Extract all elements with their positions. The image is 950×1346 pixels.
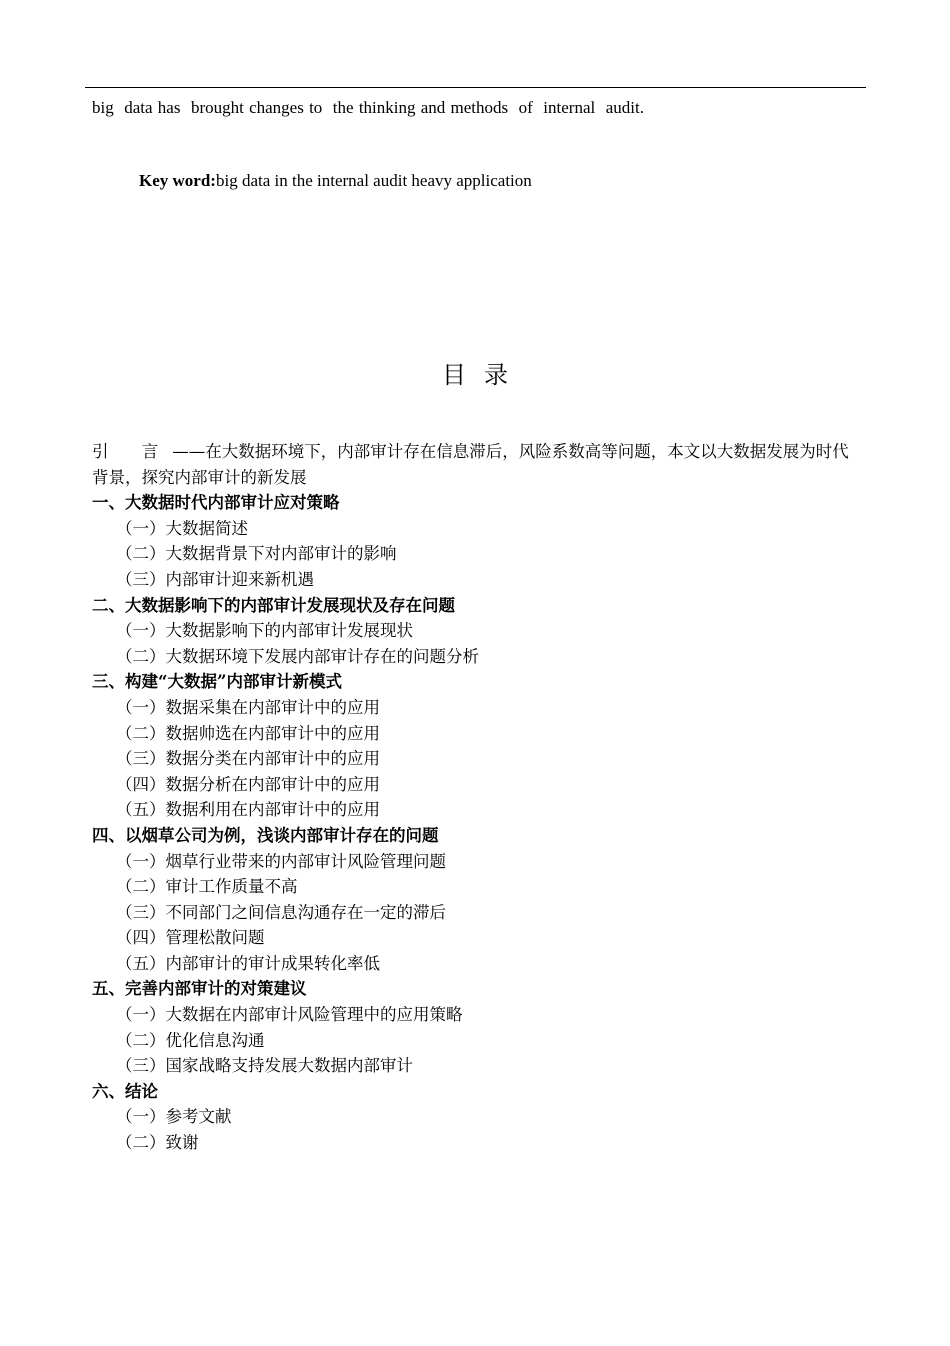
toc-section-5[interactable]: 五、完善内部审计的对策建议 — [92, 979, 307, 999]
abstract-tail-text: big data has brought changes to the thinking and methods of internal audit. — [92, 98, 644, 117]
toc-item[interactable]: （二）大数据背景下对内部审计的影响 — [116, 544, 397, 564]
keywords-label: Key word: — [139, 171, 216, 190]
toc-section-6[interactable]: 六、结论 — [92, 1081, 158, 1101]
toc-item[interactable]: （二）审计工作质量不高 — [116, 877, 298, 897]
toc-item[interactable]: （三）不同部门之间信息沟通存在一定的滞后 — [116, 902, 446, 922]
toc-intro-label: 引 言 — [92, 442, 173, 461]
toc-section-1[interactable]: 一、大数据时代内部审计应对策略 — [92, 493, 340, 513]
toc-item[interactable]: （一）数据采集在内部审计中的应用 — [116, 697, 380, 717]
toc-item[interactable]: （四）管理松散问题 — [116, 928, 265, 948]
toc-item[interactable]: （一）大数据影响下的内部审计发展现状 — [116, 621, 413, 641]
toc-item[interactable]: （四）数据分析在内部审计中的应用 — [116, 774, 380, 794]
toc-item[interactable]: （三）数据分类在内部审计中的应用 — [116, 749, 380, 769]
toc-section-4[interactable]: 四、以烟草公司为例，浅谈内部审计存在的问题 — [92, 825, 439, 845]
toc-section-2[interactable]: 二、大数据影响下的内部审计发展现状及存在问题 — [92, 595, 455, 615]
toc-title: 目录 — [442, 361, 526, 389]
toc-item[interactable]: （五）内部审计的审计成果转化率低 — [116, 953, 380, 973]
toc-item[interactable]: （二）优化信息沟通 — [116, 1030, 265, 1050]
toc-item[interactable]: （一）参考文献 — [116, 1107, 232, 1127]
toc-item[interactable]: （一）大数据简述 — [116, 518, 248, 538]
keywords-text: big data in the internal audit heavy application — [215, 171, 532, 190]
toc-item[interactable]: （三）内部审计迎来新机遇 — [116, 569, 314, 589]
toc-item[interactable]: （一）大数据在内部审计风险管理中的应用策略 — [116, 1005, 463, 1025]
toc-item[interactable]: （一）烟草行业带来的内部审计风险管理问题 — [116, 851, 446, 871]
header-rule — [85, 87, 866, 88]
toc-item[interactable]: （二）致谢 — [116, 1133, 199, 1153]
toc-item[interactable]: （二）数据帅选在内部审计中的应用 — [116, 723, 380, 743]
table-of-contents — [92, 439, 864, 1156]
keywords-line — [139, 170, 532, 192]
toc-intro[interactable] — [92, 439, 864, 490]
toc-item[interactable]: （五）数据利用在内部审计中的应用 — [116, 800, 380, 820]
toc-item[interactable]: （三）国家战略支持发展大数据内部审计 — [116, 1056, 413, 1076]
toc-section-3[interactable]: 三、构建“大数据”内部审计新模式 — [92, 672, 342, 692]
toc-item[interactable]: （二）大数据环境下发展内部审计存在的问题分析 — [116, 646, 479, 666]
toc-intro-text: ——在大数据环境下，内部审计存在信息滞后，风险系数高等问题，本文以大数据发展为时代背景，探究内部审计的新发展 — [92, 442, 849, 487]
